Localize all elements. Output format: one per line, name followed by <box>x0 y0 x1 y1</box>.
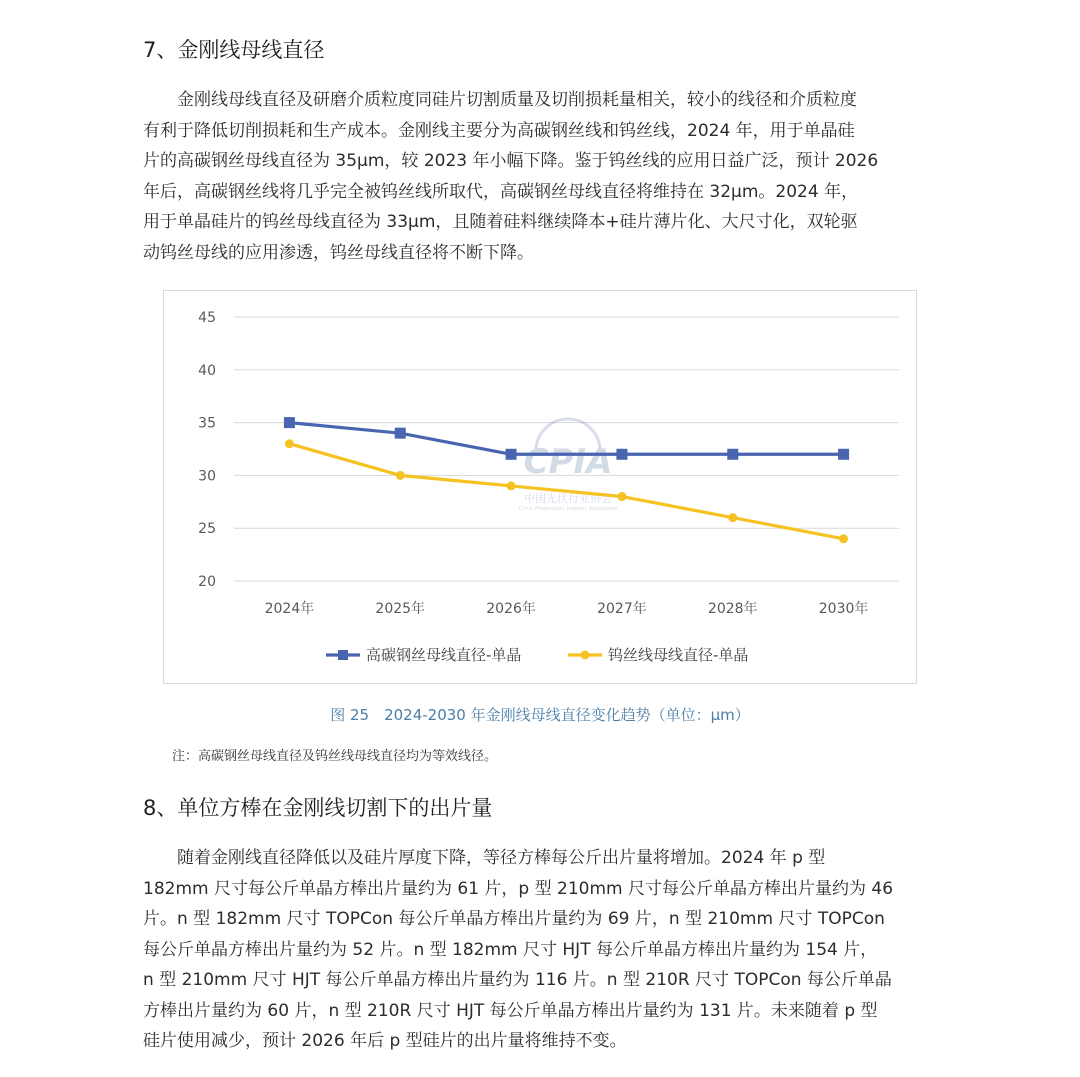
data-point <box>617 492 626 501</box>
section8-paragraph <box>143 843 937 1057</box>
text-line: 方棒出片量约为 60 片，n 型 210R 尺寸 HJT 每公斤单晶方棒出片量约为 131 片。未来随着 p 型 <box>143 1000 878 1021</box>
y-tick-label: 20 <box>198 574 216 590</box>
data-point <box>395 428 406 439</box>
x-tick-label: 2030年 <box>818 601 869 617</box>
y-tick-label: 45 <box>198 310 216 326</box>
data-point <box>506 449 517 460</box>
data-point <box>285 439 294 448</box>
data-point <box>284 417 295 428</box>
figure-note: 注：高碳钢丝母线直径及钨丝线母线直径均为等效线径。 <box>172 749 498 764</box>
watermark-org-cn: 中国光伏行业协会 <box>524 492 612 505</box>
legend-label: 钨丝线母线直径-单晶 <box>608 646 749 664</box>
watermark-org-en: China Photovoltaic Industry Association <box>518 506 618 512</box>
legend-marker <box>338 650 348 660</box>
data-point <box>616 449 627 460</box>
figure-caption: 图 25 2024-2030 年金刚线母线直径变化趋势（单位：μm） <box>330 706 750 724</box>
text-line: 182mm 尺寸每公斤单晶方棒出片量约为 61 片，p 型 210mm 尺寸每公斤单晶方棒出片量约为 46 <box>143 878 894 899</box>
data-point <box>507 481 516 490</box>
data-point <box>839 534 848 543</box>
line-chart <box>163 290 917 684</box>
section8-heading: 8、单位方棒在金刚线切割下的出片量 <box>143 796 493 820</box>
section7-paragraph <box>143 85 937 268</box>
text-line: 金刚线母线直径及研磨介质粒度同硅片切割质量及切削损耗量相关，较小的线径和介质粒度 <box>177 90 857 110</box>
y-tick-label: 40 <box>198 362 216 379</box>
text-line: 有利于降低切削损耗和生产成本。金刚线主要分为高碳钢丝线和钨丝线，2024 年，用于单晶硅 <box>143 120 855 141</box>
text-line: 年后，高碳钢丝线将几乎完全被钨丝线所取代，高碳钢丝母线直径将维持在 32μm。2024 年， <box>143 181 859 202</box>
data-point <box>838 449 849 460</box>
watermark-logo: CPIA <box>523 442 613 482</box>
x-tick-label: 2028年 <box>707 601 758 617</box>
y-tick-label: 35 <box>198 415 216 432</box>
data-point <box>728 513 737 522</box>
data-point <box>396 471 405 480</box>
legend-label: 高碳钢丝母线直径-单晶 <box>366 646 522 664</box>
section7-heading: 7、金刚线母线直径 <box>143 38 325 62</box>
text-line: 片的高碳钢丝母线直径为 35μm，较 2023 年小幅下降。鉴于钨丝线的应用日益广泛，预计 2026 <box>143 151 879 171</box>
chart-legend <box>326 646 748 664</box>
text-line: 随着金刚线直径降低以及硅片厚度下降，等径方棒每公斤出片量将增加。2024 年 p 型 <box>177 848 826 868</box>
text-line: 每公斤单晶方棒出片量约为 52 片。n 型 182mm 尺寸 HJT 每公斤单晶方棒出片量约为 154 片， <box>143 939 878 960</box>
x-tick-label: 2025年 <box>375 601 426 617</box>
y-tick-label: 30 <box>198 468 216 485</box>
text-line: 用于单晶硅片的钨丝母线直径为 33μm，且随着硅料继续降本+硅片薄片化、大尺寸化，双轮驱 <box>143 212 858 232</box>
text-line: n 型 210mm 尺寸 HJT 每公斤单晶方棒出片量约为 116 片。n 型 210R 尺寸 TOPCon 每公斤单晶 <box>143 970 892 990</box>
x-tick-label: 2024年 <box>264 601 315 617</box>
legend-marker <box>581 651 590 660</box>
chart-svg <box>164 291 916 683</box>
y-axis-ticks <box>198 310 216 590</box>
y-tick-label: 25 <box>198 521 216 538</box>
cpia-watermark <box>519 419 618 512</box>
text-line: 硅片使用减少，预计 2026 年后 p 型硅片的出片量将维持不变。 <box>143 1031 627 1051</box>
text-line: 动钨丝母线的应用渗透，钨丝母线直径将不断下降。 <box>143 242 534 263</box>
x-axis-ticks <box>265 600 869 617</box>
x-tick-label: 2026年 <box>486 601 536 617</box>
text-line: 片。n 型 182mm 尺寸 TOPCon 每公斤单晶方棒出片量约为 69 片，n 型 210mm 尺寸 TOPCon <box>143 909 885 929</box>
data-point <box>727 449 738 460</box>
x-tick-label: 2027年 <box>597 601 647 617</box>
